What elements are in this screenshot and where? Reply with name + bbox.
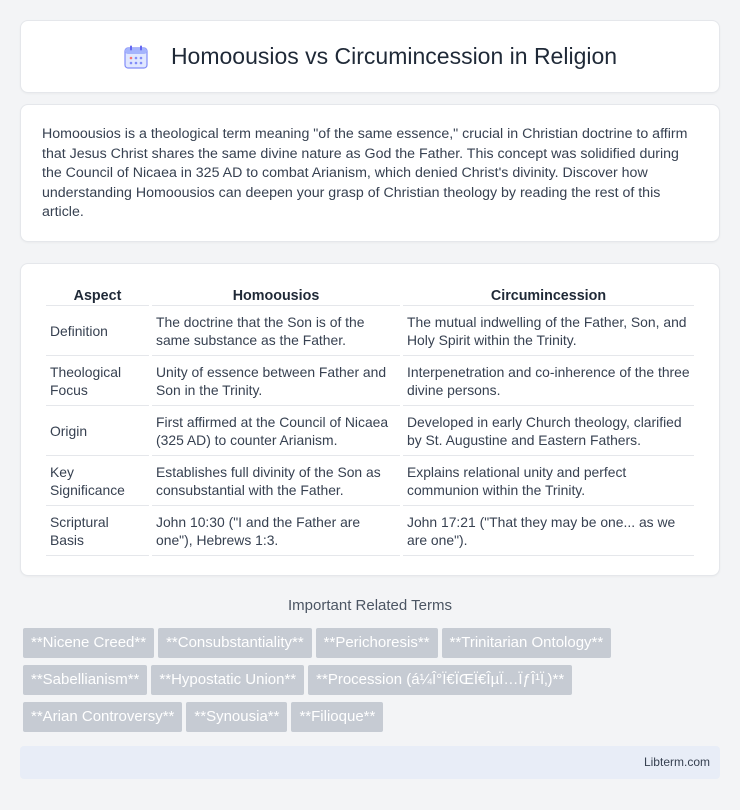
related-terms-tags [23, 628, 723, 739]
footer [20, 746, 720, 779]
related-terms-title: Important Related Terms [288, 597, 452, 614]
tag-perichoresis[interactable]: **Perichoresis** [316, 628, 438, 658]
tag-nicene-creed[interactable]: **Nicene Creed** [23, 628, 154, 658]
title-card [20, 20, 720, 93]
table-cell-homoousios: Establishes full divinity of the Son as consubstantial with the Father. [152, 456, 400, 506]
table-cell-circumincession: Explains relational unity and perfect communion within the Trinity. [403, 456, 694, 506]
table-cell-aspect: Theological Focus [46, 356, 149, 406]
tag-synousia[interactable]: **Synousia** [186, 702, 287, 732]
table-cell-aspect: Origin [46, 406, 149, 456]
header-aspect: Aspect [46, 284, 149, 306]
table-cell-circumincession: The mutual indwelling of the Father, Son, and Holy Spirit within the Trinity. [403, 306, 694, 356]
table-row [46, 306, 694, 356]
table-row [46, 456, 694, 506]
table-cell-homoousios: The doctrine that the Son is of the same substance as the Father. [152, 306, 400, 356]
table-cell-homoousios: Unity of essence between Father and Son in the Trinity. [152, 356, 400, 406]
tag-trinitarian-ontology[interactable]: **Trinitarian Ontology** [442, 628, 612, 658]
table-row [46, 356, 694, 406]
page-title: Homoousios vs Circumincession in Religion [170, 43, 618, 69]
intro-card [20, 104, 720, 242]
table-cell-homoousios: John 10:30 ("I and the Father are one"), Hebrews 1:3. [152, 506, 400, 556]
table-cell-circumincession: John 17:21 ("That they may be one... as we are one"). [403, 506, 694, 556]
table-cell-circumincession: Developed in early Church theology, clarified by St. Augustine and Eastern Fathers. [403, 406, 694, 456]
table-cell-aspect: Scriptural Basis [46, 506, 149, 556]
table-header-row [46, 284, 694, 306]
table-cell-homoousios: First affirmed at the Council of Nicaea (325 AD) to counter Arianism. [152, 406, 400, 456]
footer-site-link[interactable]: Libterm.com [643, 755, 710, 769]
comparison-table-card [20, 263, 720, 576]
calendar-icon [123, 44, 149, 70]
comparison-table [43, 284, 697, 556]
tag-arian-controversy[interactable]: **Arian Controversy** [23, 702, 182, 732]
tag-hypostatic-union[interactable]: **Hypostatic Union** [151, 665, 304, 695]
table-cell-circumincession: Interpenetration and co-inherence of the three divine persons. [403, 356, 694, 406]
tag-consubstantiality[interactable]: **Consubstantiality** [158, 628, 312, 658]
table-row [46, 406, 694, 456]
header-homoousios: Homoousios [152, 284, 400, 306]
header-circumincession: Circumincession [403, 284, 694, 306]
table-row [46, 506, 694, 556]
tag-procession[interactable]: **Procession (á¼Î°Ï€ÏŒÏ€ÎµÏ…ÏƒÎ¹Ï‚)** [308, 665, 572, 695]
table-cell-aspect: Key Significance [46, 456, 149, 506]
tag-sabellianism[interactable]: **Sabellianism** [23, 665, 147, 695]
tag-filioque[interactable]: **Filioque** [291, 702, 383, 732]
table-cell-aspect: Definition [46, 306, 149, 356]
intro-text: Homoousios is a theological term meaning "of the same essence," crucial in Christian doctrine to affirm that Jesus Christ shares the same divine nature as God the Father. This concept was solidified during the Council of Nicaea in 325 AD to combat Arianism, which denied Christ's divinity. Discover how understanding Homoousios can deepen your grasp of Christian theology by reading the rest of this article. [42, 126, 688, 220]
